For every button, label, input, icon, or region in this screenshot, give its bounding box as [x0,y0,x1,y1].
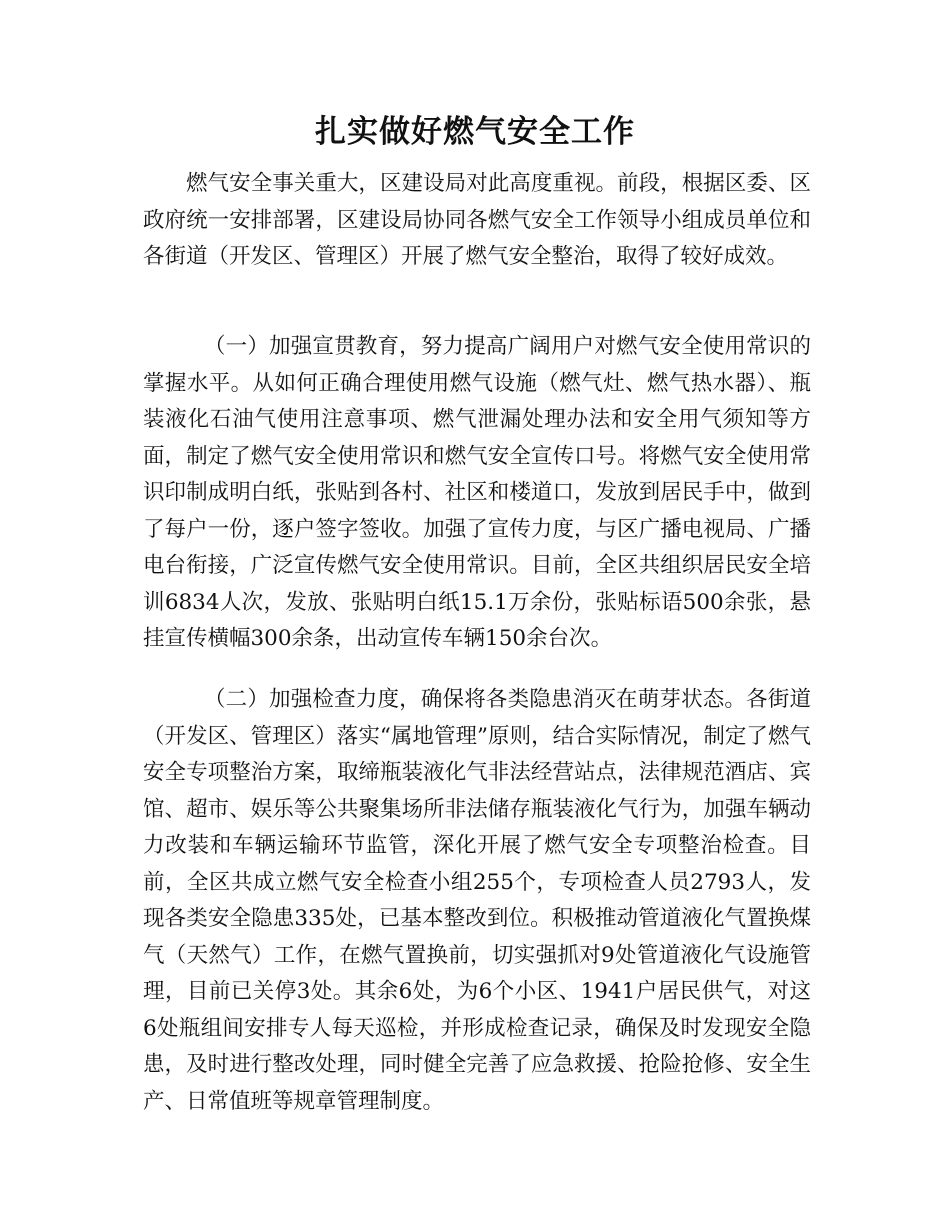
paragraph-section-two: （二）加强检查力度，确保将各类隐患消灭在萌芽状态。各街道（开发区、管理区）落实“属地管理”原则，结合实际情况，制定了燃气安全专项整治方案，取缔瓶装液化气非法经营站点，法律规范酒店、宾馆、超市、娱乐等公共聚集场所非法储存瓶装液化气行为，加强车辆动力改装和车辆运输环节监管，深化开展了燃气安全专项整治检查。目前，全区共成立燃气安全检查小组255个，专项检查人员2793人，发现各类安全隐患335处，已基本整改到位。积极推动管道液化气置换煤气（天然气）工作，在燃气置换前，切实强抓对9处管道液化气设施管理，目前已关停3处。其余6处，为6个小区、1941户居民供气，对这6处瓶组间安排专人每天巡检，并形成检查记录，确保及时发现安全隐患，及时进行整改处理，同时健全完善了应急救援、抢险抢修、安全生产、日常值班等规章管理制度。 [143,687,811,1114]
paragraph-section-one: （一）加强宣贯教育，努力提高广阔用户对燃气安全使用常识的掌握水平。从如何正确合理使用燃气设施（燃气灶、燃气热水器）、瓶装液化石油气使用注意事项、燃气泄漏处理办法和安全用气须知等方面，制定了燃气安全使用常识和燃气安全宣传口号。将燃气安全使用常识印制成明白纸，张贴到各村、社区和楼道口，发放到居民手中，做到了每户一份，逐户签字签收。加强了宣传力度，与区广播电视局、广播电台衔接，广泛宣传燃气安全使用常识。目前，全区共组织居民安全培训6834人次，发放、张贴明白纸15.1万余份，张贴标语500余张，悬挂宣传横幅300余条，出动宣传车辆150余台次。 [143,334,811,651]
document-title: 扎实做好燃气安全工作 [315,114,635,150]
paragraph-intro: 燃气安全事关重大，区建设局对此高度重视。前段，根据区委、区政府统一安排部署，区建设局协同各燃气安全工作领导小组成员单位和各街道（开发区、管理区）开展了燃气安全整治，取得了较好成效。 [143,171,811,269]
